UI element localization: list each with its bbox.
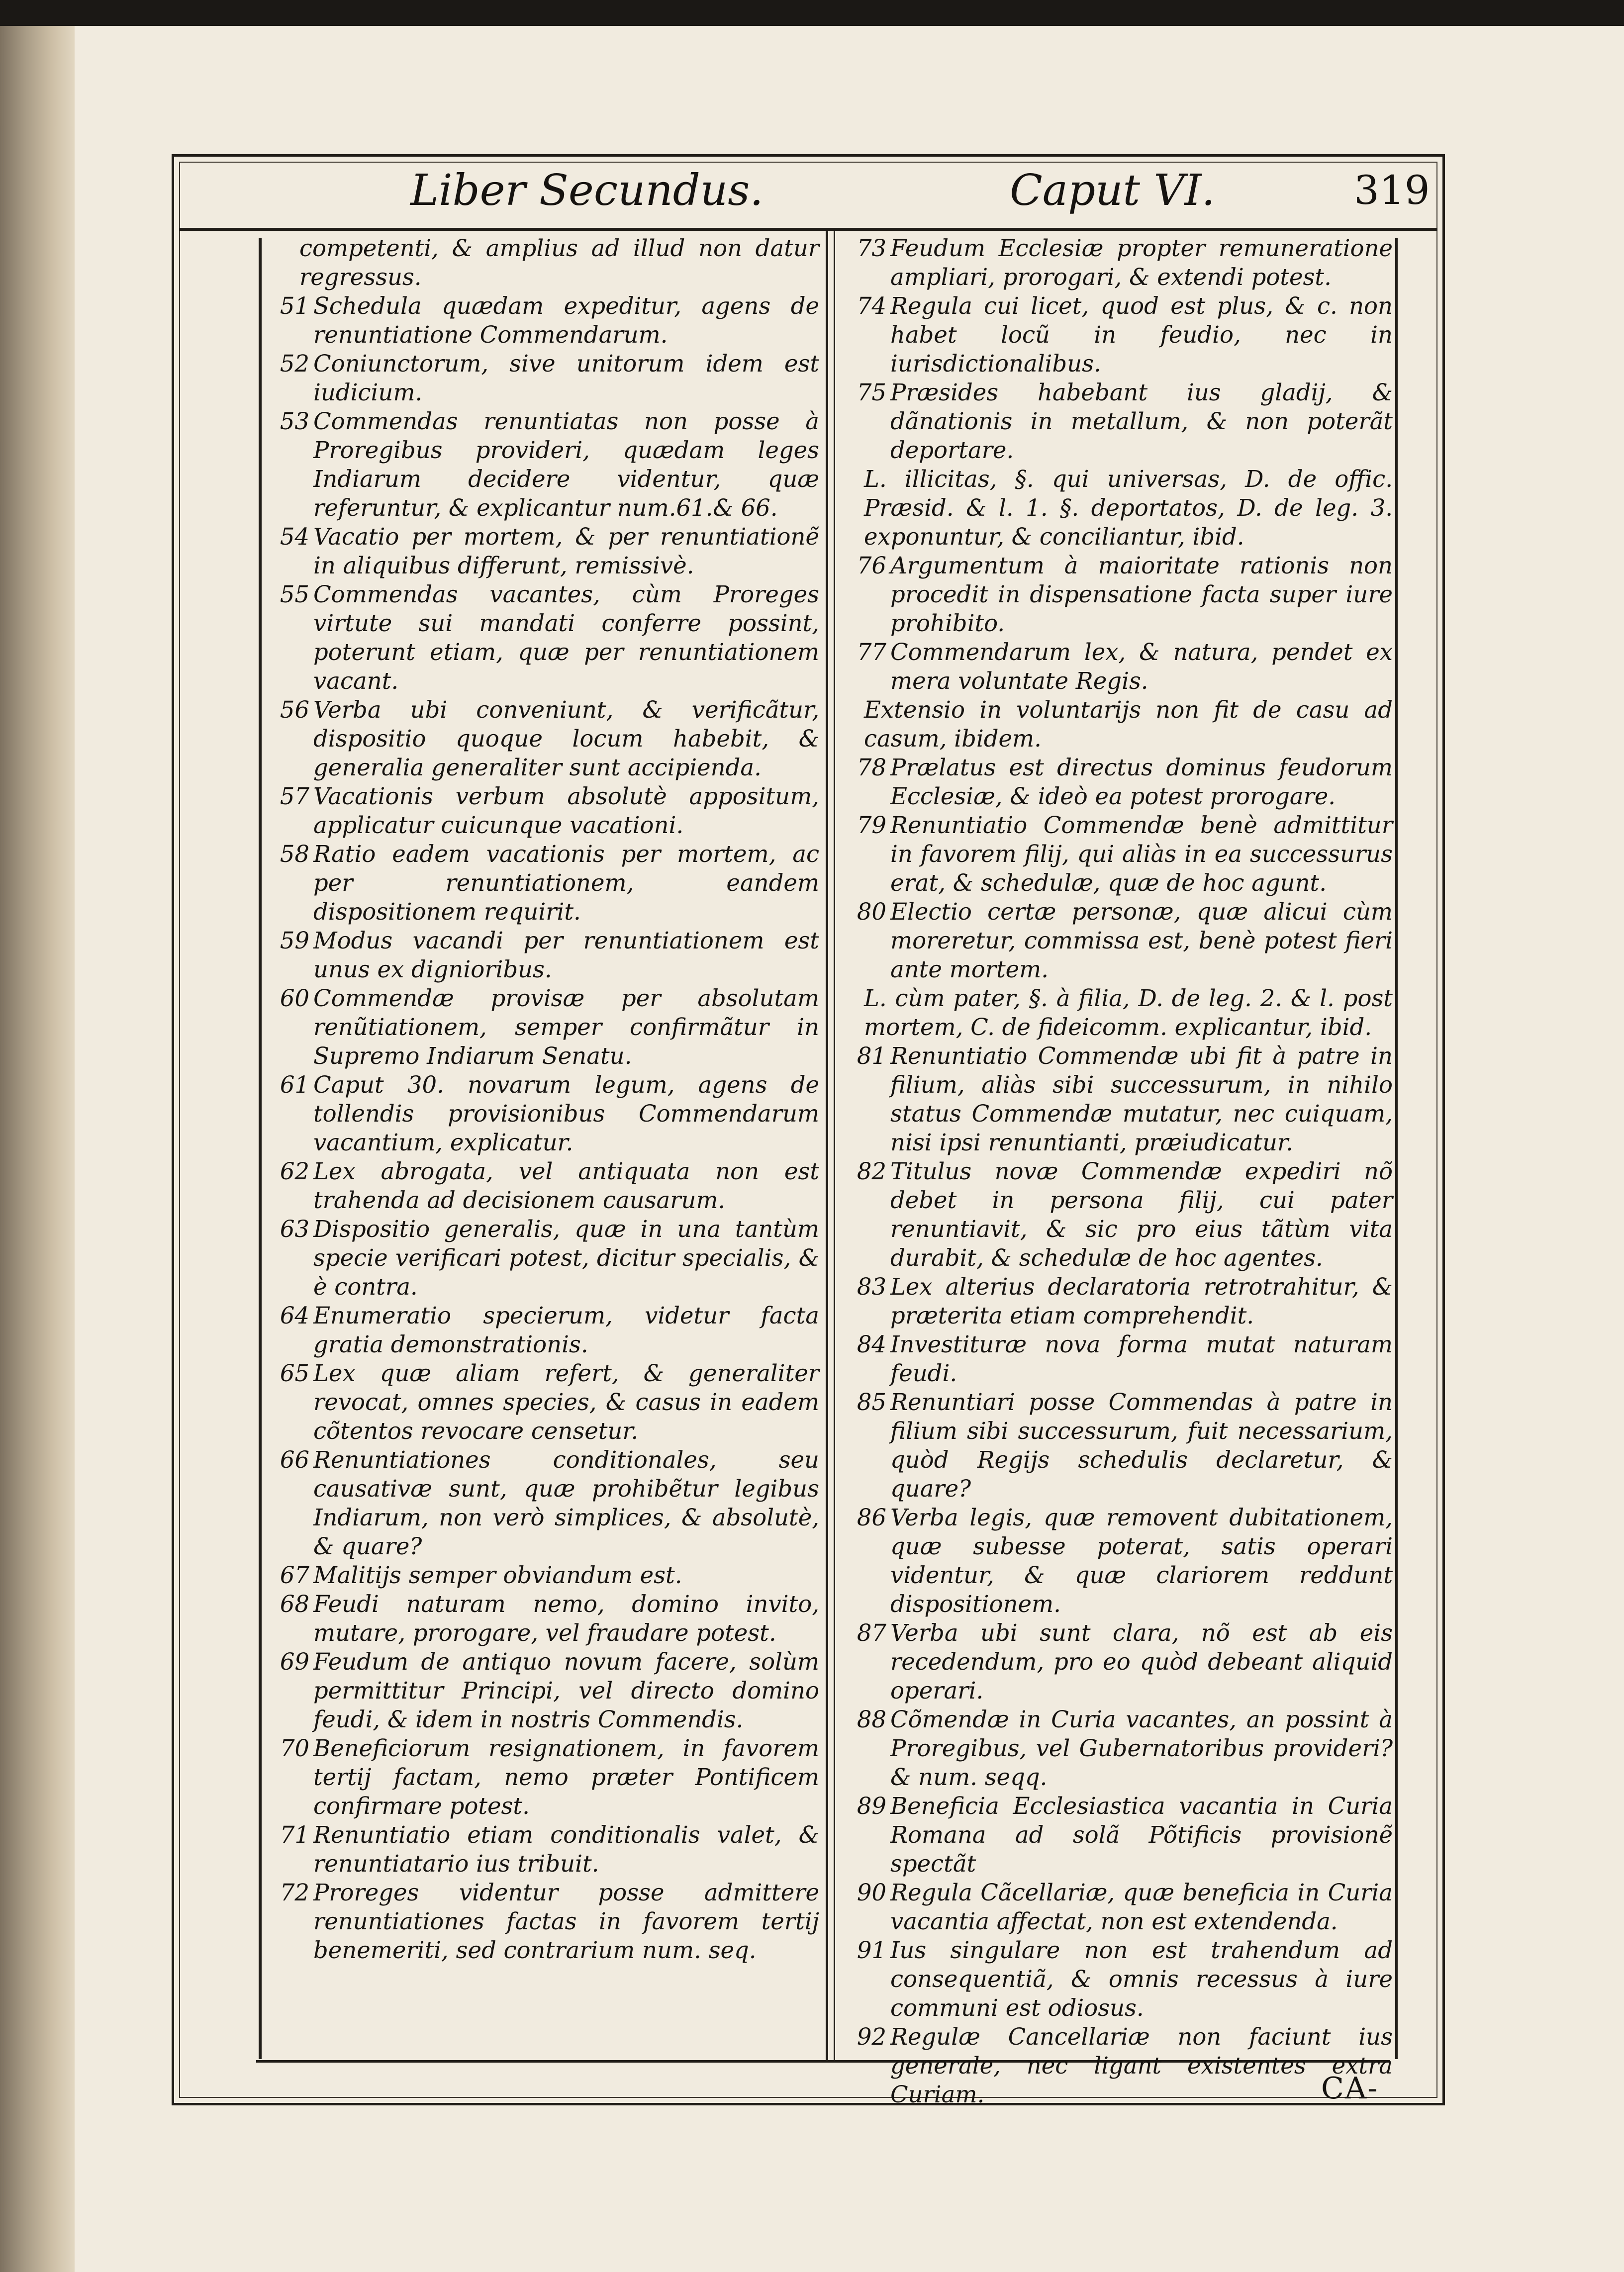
entry-text: Electio certæ personæ, quæ alicui cùm moreretur, commissa est, benè potest fieri ante mortem. — [890, 898, 1393, 983]
entry-number: 76 — [857, 552, 886, 579]
entry-text: Schedula quædam expeditur, agens de renuntiatione Commendarum. — [313, 292, 819, 348]
summary-entry — [842, 465, 1393, 551]
entry-number: 69 — [280, 1648, 309, 1675]
summary-entry — [265, 234, 819, 291]
summary-entry — [265, 1301, 819, 1359]
entry-text: Feudum Ecclesiæ propter remuneratione ampliari, prorogari, & extendi potest. — [890, 235, 1393, 290]
summary-entry — [842, 638, 1393, 695]
summary-entry — [265, 1157, 819, 1215]
entry-number: 56 — [280, 696, 309, 723]
entry-text: Lex quæ aliam refert, & generaliter revocat, omnes species, & casus in eadem cõtentos revocare censetur. — [313, 1360, 819, 1444]
entry-number: 91 — [857, 1937, 886, 1964]
summary-entry — [842, 1618, 1393, 1705]
summary-entry — [265, 1445, 819, 1561]
entry-text: Enumeratio specierum, videtur facta gratia demonstrationis. — [313, 1302, 819, 1358]
running-head-book: Liber Secundus. — [410, 166, 764, 215]
right-column-rule — [1395, 238, 1398, 2059]
summary-entry — [265, 984, 819, 1070]
summary-entry — [842, 811, 1393, 897]
summary-entry — [842, 1936, 1393, 2022]
scan-top-edge — [0, 0, 1624, 26]
entry-text: Ratio eadem vacationis per mortem, ac per renuntiationem, eandem dispositionem requirit. — [313, 841, 819, 925]
entry-text: Prælatus est directus dominus feudorum Ecclesiæ, & ideò ea potest prorogare. — [890, 754, 1393, 810]
summary-entry — [265, 840, 819, 926]
entry-text: Renuntiatio Commendæ ubi fit à patre in filium, aliàs sibi successurum, in nihilo status Commendæ mutatur, nec cuiquam, nisi ipsi renuntianti, præiudicatur. — [890, 1042, 1393, 1156]
summary-entry — [265, 407, 819, 522]
entry-text: Caput 30. novarum legum, agens de tollendis provisionibus Commendarum vacantium, explicatur. — [313, 1071, 819, 1156]
entry-number: 67 — [280, 1562, 309, 1589]
summary-entry — [265, 349, 819, 407]
entry-number: 66 — [280, 1446, 309, 1473]
entry-number: 55 — [280, 581, 309, 608]
entry-text: Investituræ nova forma mutat naturam feudi. — [890, 1331, 1393, 1387]
catchword: CA- — [1321, 2071, 1379, 2106]
entry-number: 59 — [280, 927, 309, 954]
entry-text: Beneficia Ecclesiastica vacantia in Curia Romana ad solã Põtificis provisionẽ spectãt — [890, 1793, 1393, 1877]
entry-number: 87 — [857, 1619, 886, 1646]
running-head-chapter: Caput VI. — [1010, 166, 1215, 215]
summary-entry — [842, 695, 1393, 753]
entry-text: Commendas renuntiatas non posse à Proregibus provideri, quædam leges Indiarum decidere videntur, quæ referuntur, & explicantur num.61.& 66. — [313, 408, 819, 521]
entry-number: 89 — [857, 1793, 886, 1819]
entry-text: Commendarum lex, & natura, pendet ex mera voluntate Regis. — [890, 639, 1393, 694]
entry-number: 70 — [280, 1735, 309, 1762]
entry-number: 75 — [857, 379, 886, 406]
summary-entry — [265, 1070, 819, 1157]
entry-number: 90 — [857, 1879, 886, 1906]
entry-text: Commendæ provisæ per absolutam renũtiationem, semper confirmãtur in Supremo Indiarum Senatu. — [313, 985, 819, 1069]
entry-number: 71 — [280, 1821, 309, 1848]
page-number: 319 — [1354, 167, 1430, 213]
summary-entry — [842, 378, 1393, 465]
entry-text: Feudi naturam nemo, domino invito, mutare, prorogare, vel fraudare potest. — [313, 1591, 819, 1646]
entry-number: 53 — [280, 408, 309, 435]
summary-entry — [265, 1590, 819, 1647]
summary-entry — [265, 1647, 819, 1734]
summary-entry — [842, 1705, 1393, 1792]
entry-text: Titulus novæ Commendæ expediri nõ debet in persona filij, cui pater renuntiavit, & sic pro eius tãtùm vita durabit, & schedulæ de hoc agentes. — [890, 1158, 1393, 1271]
entry-number: 92 — [857, 2023, 886, 2050]
entry-text: Præsides habebant ius gladij, & dãnationis in metallum, & non poterãt deportare. — [890, 379, 1393, 464]
summary-entry — [265, 1734, 819, 1820]
entry-text: Renuntiatio etiam conditionalis valet, & renuntiatario ius tribuit. — [313, 1821, 819, 1877]
entry-text: Regula cui licet, quod est plus, & c. non habet locũ in feudio, nec in iurisdictionalibus. — [890, 292, 1393, 377]
entry-text: Proreges videntur posse admittere renuntiationes factas in favorem tertij benemeriti, sed contrarium num. seq. — [313, 1879, 819, 1964]
entry-text: Renuntiationes conditionales, seu causativæ sunt, quæ prohibẽtur legibus Indiarum, non verò simplices, & absolutè, & quare? — [313, 1446, 819, 1560]
summary-entry — [265, 1820, 819, 1878]
entry-text: Regula Cãcellariæ, quæ beneficia in Curia vacantia affectat, non est extendenda. — [890, 1879, 1393, 1935]
summary-entry — [265, 1215, 819, 1301]
entry-number: 52 — [280, 350, 309, 377]
entry-number: 60 — [280, 985, 309, 1012]
summary-entry — [842, 753, 1393, 811]
header-rule — [179, 228, 1437, 231]
entry-number: 72 — [280, 1879, 309, 1906]
summary-entry — [265, 926, 819, 984]
entry-text: Coniunctorum, sive unitorum idem est iudicium. — [313, 350, 819, 406]
entry-text: Modus vacandi per renuntiationem est unus ex dignioribus. — [313, 927, 819, 983]
entry-text: Verba legis, quæ removent dubitationem, quæ subesse poterat, satis operari videntur, & quæ clariorem reddunt dispositionem. — [890, 1504, 1393, 1617]
left-column-rule — [259, 238, 262, 2059]
entry-number: 88 — [857, 1706, 886, 1733]
entry-number: 79 — [857, 812, 886, 839]
entry-number: 61 — [280, 1071, 309, 1098]
summary-entry — [842, 2022, 1393, 2109]
entry-text: L. illicitas, §. qui universas, D. de offic. Præsid. & l. 1. §. deportatos, D. de leg. 3. exponuntur, & conciliantur, ibid. — [864, 466, 1393, 550]
summary-entry — [842, 1041, 1393, 1157]
summary-entry — [265, 695, 819, 782]
entry-number: 68 — [280, 1591, 309, 1617]
summary-entry — [842, 1388, 1393, 1503]
entry-text: Extensio in voluntarijs non fit de casu ad casum, ibidem. — [864, 696, 1393, 752]
summary-entry — [842, 897, 1393, 984]
entry-number: 74 — [857, 292, 886, 319]
summary-entry — [265, 291, 819, 349]
entry-number: 62 — [280, 1158, 309, 1185]
summary-column-right — [842, 234, 1393, 2109]
summary-entry — [842, 234, 1393, 291]
summary-entry — [265, 782, 819, 840]
summary-entry — [842, 1157, 1393, 1272]
summary-entry — [842, 984, 1393, 1041]
entry-text: Feudum de antiquo novum facere, solùm permittitur Principi, vel directo domino feudi, & idem in nostris Commendis. — [313, 1648, 819, 1733]
entry-number: 51 — [280, 292, 309, 319]
summary-entry — [842, 551, 1393, 638]
summary-entry — [842, 1330, 1393, 1388]
summary-entry — [265, 1878, 819, 1965]
entry-number: 73 — [857, 235, 886, 262]
entry-text: Malitijs semper obviandum est. — [313, 1562, 682, 1589]
summary-entry — [842, 1792, 1393, 1878]
entry-number: 65 — [280, 1360, 309, 1387]
entry-text: Lex abrogata, vel antiquata non est trahenda ad decisionem causarum. — [313, 1158, 819, 1214]
entry-text: Cõmendæ in Curia vacantes, an possint à Proregibus, vel Gubernatoribus provideri? & num. seqq. — [890, 1706, 1393, 1791]
entry-text: competenti, & amplius ad illud non datur regressus. — [299, 235, 819, 290]
entry-text: Regulæ Cancellariæ non faciunt ius generale, nec ligant existentes extra Curiam. — [890, 2023, 1393, 2108]
entry-text: Renuntiatio Commendæ benè admittitur in favorem filij, qui aliàs in ea successurus erat, & schedulæ, quæ de hoc agunt. — [890, 812, 1393, 896]
entry-text: Commendas vacantes, cùm Proreges virtute sui mandati conferre possint, poterunt etiam, quæ per renuntiationem vacant. — [313, 581, 819, 694]
summary-column-left — [265, 234, 819, 1965]
summary-entry — [842, 1503, 1393, 1618]
entry-number: 82 — [857, 1158, 886, 1185]
entry-text: Vacatio per mortem, & per renuntiationẽ in aliquibus differunt, remissivè. — [313, 523, 819, 579]
entry-number: 80 — [857, 898, 886, 925]
entry-number: 57 — [280, 783, 309, 810]
entry-text: Ius singulare non est trahendum ad consequentiã, & omnis recessus à iure communi est odiosus. — [890, 1937, 1393, 2021]
summary-entry — [265, 580, 819, 695]
entry-number: 83 — [857, 1273, 886, 1300]
entry-text: Lex alterius declaratoria retrotrahitur, & præterita etiam comprehendit. — [890, 1273, 1393, 1329]
center-column-rule-thin — [834, 231, 835, 2060]
summary-entry — [265, 1359, 819, 1445]
summary-entry — [265, 1561, 819, 1590]
entry-number: 84 — [857, 1331, 886, 1358]
entry-number: 77 — [857, 639, 886, 665]
entry-text: Renuntiari posse Commendas à patre in filium sibi successurum, fuit necessarium, quòd Regijs schedulis declaretur, & quare? — [890, 1389, 1393, 1502]
entry-text: Beneficiorum resignationem, in favorem tertij factam, nemo præter Pontificem confirmare potest. — [313, 1735, 819, 1819]
entry-number: 86 — [857, 1504, 886, 1531]
entry-text: Vacationis verbum absolutè appositum, applicatur cuicunque vacationi. — [313, 783, 819, 839]
center-column-rule — [826, 231, 828, 2060]
entry-text: Verba ubi conveniunt, & verificãtur, dispositio quoque locum habebit, & generalia generaliter sunt accipienda. — [313, 696, 819, 781]
entry-number: 64 — [280, 1302, 309, 1329]
summary-entry — [842, 291, 1393, 378]
summary-entry — [842, 1878, 1393, 1936]
book-binding-gutter — [0, 26, 75, 2272]
entry-text: Verba ubi sunt clara, nõ est ab eis recedendum, pro eo quòd debeant aliquid operari. — [890, 1619, 1393, 1704]
entry-number: 85 — [857, 1389, 886, 1416]
entry-number: 58 — [280, 841, 309, 867]
entry-number: 78 — [857, 754, 886, 781]
entry-text: Argumentum à maioritate rationis non procedit in dispensatione facta super iure prohibito. — [890, 552, 1393, 637]
entry-number: 54 — [280, 523, 309, 550]
summary-entry — [842, 1272, 1393, 1330]
entry-text: L. cùm pater, §. à filia, D. de leg. 2. & l. post mortem, C. de fideicomm. explicantur, ibid. — [864, 985, 1393, 1041]
summary-entry — [265, 522, 819, 580]
entry-number: 81 — [857, 1042, 886, 1069]
entry-number: 63 — [280, 1216, 309, 1242]
entry-text: Dispositio generalis, quæ in una tantùm specie verificari potest, dicitur specialis, & è contra. — [313, 1216, 819, 1300]
